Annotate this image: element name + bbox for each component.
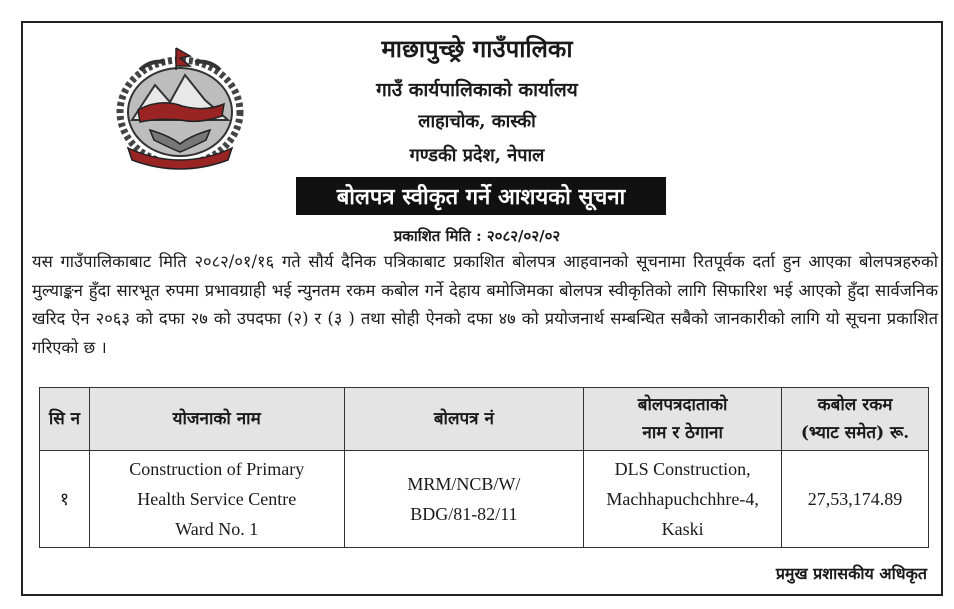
signatory: प्रमुख प्रशासकीय अधिकृत: [775, 564, 927, 583]
municipality-name: माछापुच्छ्रे गाउँपालिका: [381, 34, 573, 63]
published-label: प्रकाशित मिति :: [393, 227, 482, 245]
header-project: योजनाको नाम: [89, 388, 344, 451]
header-amount-line1: कबोल रकम: [817, 395, 893, 415]
cell-project: [89, 451, 344, 548]
province-country: गण्डकी प्रदेश, नेपाल: [409, 145, 545, 166]
header-amount: [782, 388, 929, 451]
header-amount-line2: (भ्याट समेत) रू.: [800, 423, 910, 443]
header-bidder: [584, 388, 782, 451]
header-sn: सि न: [40, 388, 90, 451]
header-bidder-line1: बोलपत्रदाताको: [637, 395, 728, 415]
office-location: लाहाचोक, कास्की: [418, 111, 536, 132]
table-row: [40, 451, 929, 548]
bid-no-line2: BDG/81-82/11: [410, 504, 518, 524]
cell-bidder: [584, 451, 782, 548]
office-name: गाउँ कार्यपालिकाको कार्यालय: [376, 79, 578, 101]
project-line2: Health Service Centre: [137, 489, 297, 509]
cell-bid-no: [344, 451, 584, 548]
header-bidder-line2: नाम र ठेगाना: [642, 423, 723, 443]
table-header-row: [40, 388, 929, 451]
header-bid-no: बोलपत्र नं: [344, 388, 584, 451]
cell-amount: 27,53,174.89: [782, 451, 929, 548]
project-line3: Ward No. 1: [175, 519, 259, 539]
cell-sn: १: [40, 451, 90, 548]
project-line1: Construction of Primary: [129, 459, 305, 479]
bid-table: [39, 387, 929, 548]
published-date: २०८२/०२/०२: [486, 227, 561, 245]
bidder-line2: Machhapuchchhre-4,: [606, 489, 759, 509]
notice-body: यस गाउँपालिकाबाट मिति २०८२/०१/१६ गते सौर्य दैनिक पत्रिकाबाट प्रकाशित बोलपत्र आहवानको सूचनामा रितपूर्वक दर्ता हुन आएका बोलपत्रहरुको मुल्याङ्कन हुँदा सारभूत रुपमा प्रभावग्राही भई न्युनतम रकम कबोल गर्ने देहाय बमोजिमका बोलपत्र स्वीकृतिको लागि सिफारिश भई आएको हुँदा सार्वजनिक खरिद ऐन २०६३ को दफा २७ को उपदफा (२) र (३ ) तथा सोही ऐनको दफा ४७ को प्रयोजनार्थ सम्बन्धित सबैको जानकारीको लागि यो सूचना प्रकाशित गरिएको छ ।: [32, 252, 938, 357]
bid-no-line1: MRM/NCB/W/: [407, 474, 521, 494]
notice-title: बोलपत्र स्वीकृत गर्ने आशयको सूचना: [296, 177, 666, 215]
bidder-line3: Kaski: [661, 519, 704, 539]
published-date-line: [0, 226, 954, 246]
bidder-line1: DLS Construction,: [614, 459, 751, 479]
